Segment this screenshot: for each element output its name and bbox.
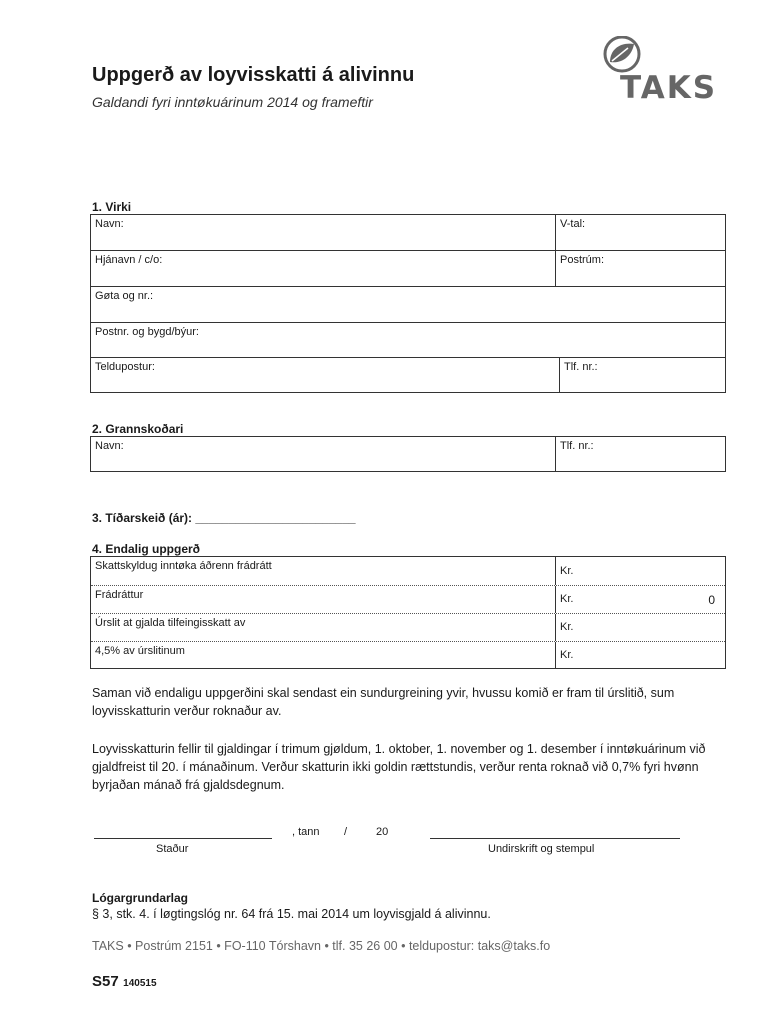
- kr-label: Kr.: [560, 593, 574, 605]
- form-code-label: S57: [92, 973, 119, 990]
- stadur-label: Staður: [156, 843, 189, 855]
- endalig-row: [91, 642, 725, 668]
- grannskodari-row: [91, 437, 725, 471]
- virki-postnr-field[interactable]: [91, 323, 725, 357]
- field-label: V-tal:: [560, 218, 586, 230]
- payment-paragraph: Loyvisskatturin fellir til gjaldingar í trimum gjøldum, 1. oktober, 1. november og 1. desember í inntøkuárinum við gjaldfreist til 20. í mánaðinum. Verður skatturin ikki goldin rættstundis, verður renta roknað við 0,7% fyri hvønn byrjaðan mánað frá gjaldsdegnum.: [92, 742, 706, 792]
- undirskrift-label: Undirskrift og stempul: [488, 843, 595, 855]
- virki-row-navn: [91, 215, 725, 251]
- field-label: Gøta og nr.:: [95, 290, 154, 302]
- kr-label: Kr.: [560, 621, 574, 633]
- virki-postrum-field[interactable]: [555, 251, 725, 286]
- endalig-label: Frádráttur: [95, 589, 144, 601]
- virki-teldupostur-field[interactable]: [91, 358, 559, 392]
- taks-logo: [596, 36, 736, 106]
- page-title: Uppgerð av loyvisskatti á alivinnu: [92, 64, 415, 86]
- endalig-label: Úrslit at gjalda tilfeingisskatt av: [95, 617, 246, 629]
- field-label: Navn:: [95, 440, 124, 452]
- endalig-label: 4,5% av úrslitinum: [95, 645, 185, 657]
- endalig-row: [91, 557, 725, 586]
- virki-gota-field[interactable]: [91, 287, 725, 322]
- virki-row-hjanavn: [91, 251, 725, 287]
- virki-tlf-field[interactable]: [559, 358, 725, 392]
- signature-line[interactable]: [430, 838, 680, 839]
- endalig-row: [91, 614, 725, 642]
- logo-text: TAKS: [620, 70, 718, 106]
- virki-hjanavn-field[interactable]: [91, 251, 555, 286]
- virki-row-gota: [91, 287, 725, 323]
- legal-text: § 3, stk. 4. í løgtingslóg nr. 64 frá 15. mai 2014 um loyvisgjald á alivinnu.: [92, 907, 491, 921]
- form-code: [92, 973, 157, 991]
- grannskodari-tlf-field[interactable]: [555, 437, 725, 471]
- year-prefix: 20: [376, 826, 389, 838]
- grannskodari-navn-field[interactable]: [91, 437, 555, 471]
- virki-row-postnr: [91, 323, 725, 358]
- endalig-amount-field[interactable]: [555, 642, 725, 668]
- field-label: Postnr. og bygd/býur:: [95, 326, 199, 338]
- tann-label: , tann: [292, 826, 320, 838]
- field-label: Tlf. nr.:: [560, 440, 594, 452]
- field-label: Postrúm:: [560, 254, 605, 266]
- date-slash: /: [344, 826, 348, 838]
- footer-contact: TAKS • Postrúm 2151 • FO-110 Tórshavn • tlf. 35 26 00 • teldupostur: taks@taks.fo: [92, 939, 551, 953]
- grannskodari-table: [90, 436, 726, 472]
- page-subtitle: Galdandi fyri inntøkuárinum 2014 og frameftir: [92, 94, 373, 110]
- stadur-line[interactable]: [94, 838, 272, 839]
- amount-value: 0: [708, 593, 715, 607]
- legal-heading: Lógargrundarlag: [92, 891, 189, 905]
- kr-label: Kr.: [560, 565, 574, 577]
- kr-label: Kr.: [560, 649, 574, 661]
- endalig-amount-field[interactable]: [555, 614, 725, 641]
- field-label: Hjánavn / c/o:: [95, 254, 163, 266]
- endalig-row: [91, 586, 725, 614]
- endalig-label: Skattskyldug inntøka áðrenn frádrátt: [95, 560, 272, 572]
- form-date-label: 140515: [123, 978, 157, 989]
- virki-navn-field[interactable]: [91, 215, 555, 250]
- virki-vtal-field[interactable]: [555, 215, 725, 250]
- virki-row-teldupostur: [91, 358, 725, 392]
- field-label: Tlf. nr.:: [564, 361, 598, 373]
- section-grannskodari-heading: 2. Grannskoðari: [92, 422, 184, 436]
- section-virki-heading: 1. Virki: [92, 200, 132, 214]
- endalig-table: [90, 556, 726, 669]
- field-label: Teldupostur:: [95, 361, 155, 373]
- info-paragraph: Saman við endaligu uppgerðini skal sendast ein sundurgreining yvir, hvussu komið er fram til úrslitið, sum loyvisskatturin verður roknaður av.: [92, 686, 675, 718]
- section-tidarskeid: 3. Tíðarskeið (ár): ________________________: [92, 511, 356, 525]
- endalig-amount-field[interactable]: [555, 586, 725, 613]
- section-endalig-heading: 4. Endalig uppgerð: [92, 542, 201, 556]
- virki-table: [90, 214, 726, 393]
- endalig-amount-field[interactable]: [555, 557, 725, 585]
- field-label: Navn:: [95, 218, 124, 230]
